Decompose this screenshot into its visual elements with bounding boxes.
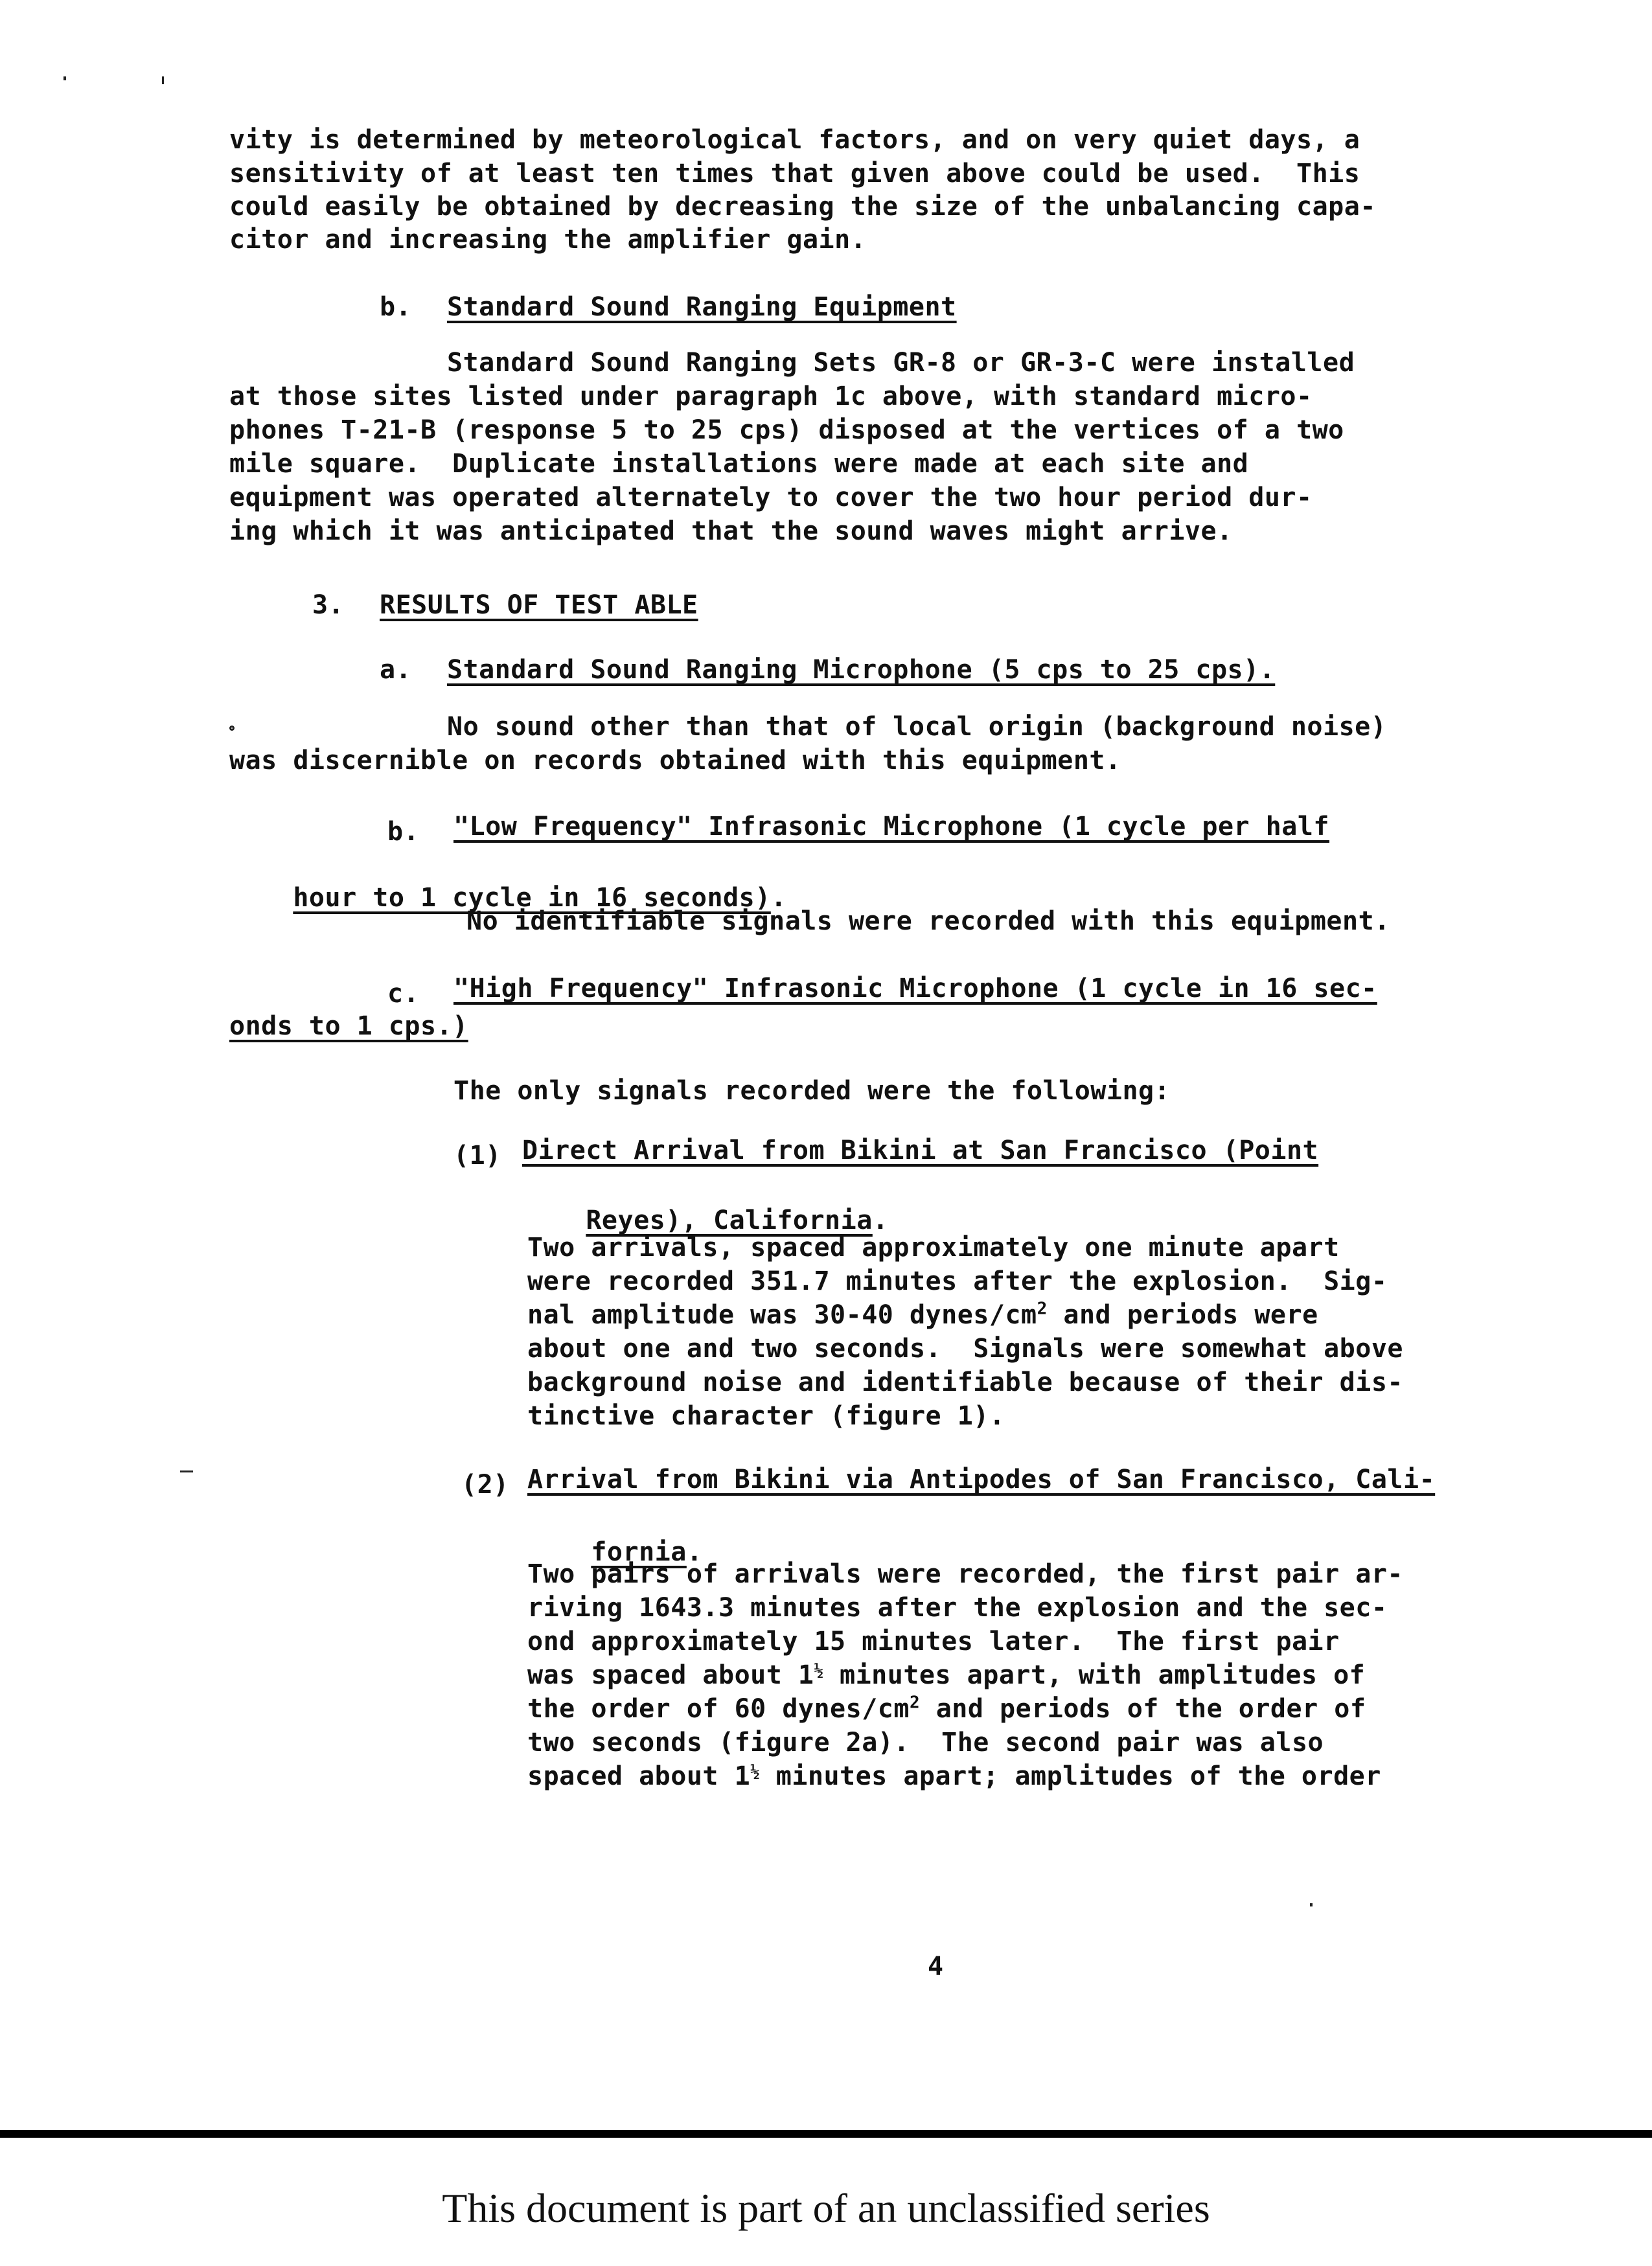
para-cont-line: citor and increasing the amplifier gain.	[229, 225, 867, 255]
section-3b-label: b.	[387, 817, 420, 847]
item-2-para-line: riving 1643.3 minutes after the explosion and the sec-	[527, 1593, 1388, 1623]
scan-speck	[180, 1471, 193, 1472]
superscript: 2	[909, 1693, 921, 1713]
item-2-para-l4-start: was spaced about 1	[527, 1660, 814, 1690]
item-2-para-l7-start: spaced about 1	[527, 1761, 751, 1791]
section-3a-label: a.	[380, 655, 412, 685]
item-2-para-line	[527, 1692, 1366, 1726]
item-1-para-l3-start: nal amplitude was 30-40 dynes/cm	[527, 1300, 1037, 1330]
section-3c-label: c.	[387, 979, 420, 1009]
section-b-title: Standard Sound Ranging Equipment	[447, 292, 957, 322]
section-3-label: 3.	[312, 590, 345, 620]
item-2-para-line	[527, 1658, 1365, 1692]
item-1-title-line-2-text: Reyes), California	[586, 1206, 873, 1235]
section-b-para-line: Standard Sound Ranging Sets GR-8 or GR-3-C were installed	[447, 348, 1355, 378]
section-3c-intro: The only signals recorded were the following:	[453, 1076, 1171, 1106]
section-3-title: RESULTS OF TEST ABLE	[380, 590, 698, 620]
section-3a-para-line: No sound other than that of local origin (background noise)	[447, 712, 1387, 742]
scan-speck	[162, 76, 164, 84]
scan-speck	[1310, 1903, 1313, 1906]
footer-text: This document is part of an unclassified series	[442, 2185, 1210, 2231]
item-2-title-line-2-text: fornia	[591, 1537, 687, 1567]
item-1-para-line: were recorded 351.7 minutes after the explosion. Sig-	[527, 1266, 1388, 1296]
section-3b-para: No identifiable signals were recorded with this equipment.	[466, 906, 1390, 936]
para-cont-line: could easily be obtained by decreasing the size of the unbalancing capa-	[229, 192, 1376, 222]
section-b-label: b.	[380, 292, 412, 322]
section-3b-title-line-2-text: hour to 1 cycle in 16 seconds)	[293, 883, 771, 913]
item-2-para-line: ond approximately 15 minutes later. The first pair	[527, 1627, 1340, 1656]
section-3a-para-line: was discernible on records obtained with this equipment.	[229, 746, 1121, 775]
scan-speck	[63, 76, 66, 80]
section-3b-title-line-1: "Low Frequency" Infrasonic Microphone (1 cycle per half	[453, 812, 1330, 841]
item-1-title-line-1: Direct Arrival from Bikini at San Francisco (Point	[522, 1136, 1319, 1165]
section-3c-title-line-1: "High Frequency" Infrasonic Microphone (1 cycle in 16 sec-	[453, 974, 1377, 1003]
item-1-para-line	[527, 1298, 1318, 1332]
para-cont-line: sensitivity of at least ten times that given above could be used. This	[229, 159, 1360, 189]
item-2-para-line	[527, 1759, 1381, 1793]
item-1-para-line: Two arrivals, spaced approximately one minute apart	[527, 1233, 1340, 1263]
section-3c-title-line-2: onds to 1 cps.)	[229, 1011, 468, 1041]
item-2-para-line: Two pairs of arrivals were recorded, the first pair ar-	[527, 1559, 1404, 1589]
item-2-title-line-1: Arrival from Bikini via Antipodes of San Francisco, Cali-	[527, 1465, 1436, 1494]
item-1-title-line-2-tail: .	[872, 1206, 889, 1235]
fraction-half: ½	[814, 1662, 824, 1680]
section-b-para-line: at those sites listed under paragraph 1c above, with standard micro-	[229, 382, 1313, 411]
item-1-para-line: about one and two seconds. Signals were somewhat above	[527, 1334, 1404, 1364]
item-2-para-l5-end: and periods of the order of	[920, 1694, 1366, 1724]
superscript: 2	[1037, 1299, 1048, 1319]
page-number: 4	[928, 1952, 944, 1982]
item-1-number: (1)	[453, 1141, 501, 1171]
fraction-half: ½	[750, 1763, 761, 1781]
item-2-title-line-2-tail: .	[686, 1537, 703, 1567]
item-1-para-line: background noise and identifiable because of their dis-	[527, 1368, 1404, 1397]
item-1-para-line: tinctive character (figure 1).	[527, 1401, 1005, 1431]
section-b-para-line: phones T-21-B (response 5 to 25 cps) disposed at the vertices of a two	[229, 415, 1344, 445]
para-cont-line: vity is determined by meteorological factors, and on very quiet days, a	[229, 125, 1360, 155]
item-2-number: (2)	[461, 1470, 509, 1500]
footer-rule	[0, 2130, 1652, 2138]
item-1-para-l3-end: and periods were	[1047, 1300, 1318, 1330]
section-b-para-line: mile square. Duplicate installations were made at each site and	[229, 449, 1249, 479]
item-2-para-line: two seconds (figure 2a). The second pair was also	[527, 1728, 1324, 1757]
section-3b-title-line-2-tail: .	[770, 883, 787, 913]
section-b-para-line: ing which it was anticipated that the sound waves might arrive.	[229, 516, 1233, 546]
section-3a-title: Standard Sound Ranging Microphone (5 cps to 25 cps).	[447, 655, 1276, 685]
section-b-para-line: equipment was operated alternately to cover the two hour period dur-	[229, 483, 1313, 512]
item-2-para-l5-start: the order of 60 dynes/cm	[527, 1694, 910, 1724]
scan-speck	[229, 726, 235, 731]
item-2-para-l7-end: minutes apart; amplitudes of the order	[760, 1761, 1381, 1791]
item-2-para-l4-end: minutes apart, with amplitudes of	[823, 1660, 1366, 1690]
